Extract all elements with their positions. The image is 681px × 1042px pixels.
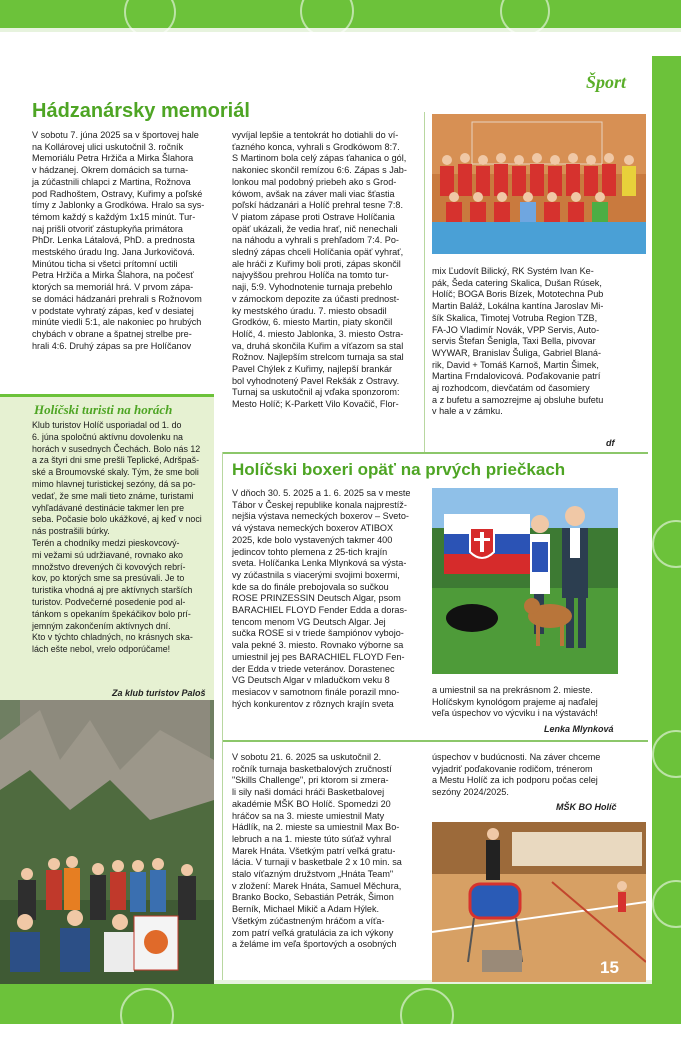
column-divider [222,740,223,980]
page-number: 15 [600,958,619,977]
handball-team-photo [432,114,646,254]
section-divider [222,740,648,742]
column-divider [222,452,223,740]
article-signature: df [606,438,615,448]
article-title: Hádzanársky memoriál [32,100,250,122]
sidebar-top-rule [0,394,214,397]
boxer-dog-show-photo [432,488,618,674]
article-title: Holíčski boxeri opäť na prvých priečkach [232,460,566,479]
football-watermark-icon [400,988,454,1042]
bottom-green-band [0,984,681,1024]
article-text: úspechov v budúcnosti. Na záver chceme vyjadriť poďakovanie rodičom, trénerom a Mestu Holíč za ich podporu počas celej sezóny 2024/2025. [432,752,601,798]
article-signature: MŠK BO Holíč [556,802,617,812]
football-watermark-icon [300,0,354,38]
sidebar-title: Holíčski turisti na horách [34,402,173,417]
section-divider [222,452,648,454]
tourists-group-photo [0,700,214,984]
article-signature: Lenka Mlynková [544,724,614,734]
article-text: V sobotu 21. 6. 2025 sa uskutočnil 2. ročník turnaja basketbalových zručností "Skills Challenge", pri ktorom si zmera- li sily naši domáci hráči Basketbalovej akadémie MŠK BO Holíč. Spomedzi 20 hráčov sa na 3. mieste umiestnil Maty Hádlík, na 2. mieste sa umiestnil Max Bo- lebruch a na 1. mieste túto súťaž vyhral Marek Hnáta. Všetkým patrí veľká gratu- lácia. V turnaji v basketbale 2 x 10 min. sa stalo víťazným družstvom „Hnáta Team" v zložení: Marek Hnáta, Samuel Měchura, Branko Bocko, Sebastián Petrák, Šimon Berník, Michael Mikič a Adam Hýlek. Všetkým zúčastneným hráčom a víťa- zom patrí veľká gratulácia za ich výkony a želáme im veľa športových a osobných [232,752,402,950]
article-text: vyvíjal lepšie a tentokrát ho dotiahli do ví- ťazného konca, vyhrali s Grodkówom 8:7. S Martinom bola celý zápas ťahanica o gól, nakoniec skončil remízou 6:6. Zápas s Jab- lonkou mal podobný priebeh ako s Grod- kówom, avšak na záver mali viac šťastia poľskí hádzanári a Holíč prehral tesne 7:8. V piatom zápase proti Ostrave Holíčania opäť ukázali, že vedia hrať, nič nenechali na náhodu a vyhrali s prehľadom 7:4. Po- sledný zápas chceli Holíčania opäť vyhrať, ale hráči z Kuřimy boli proti, zápas skončil najvyššou prehrou Holíča na tomto tur- naji, 5:9. Vyhodnotenie turnaja prebehlo v zámockom depozite za účasti prednost- ky mestského úradu. 7. miesto obsadil Grodków, 6. miesto Martin, piaty skončil Holíč, 4. miesto Jablonka, 3. miesto Ostra- va, druhá skončila Kuřim a víťazom sa stal Rožnov. Najlepším strelcom turnaja sa stal Pavel Chýlek z Kuřimy, najlepší brankár bol vyhodnotený Pavel Rekšák z Ostravy. Turnaj sa uskutočnil aj vďaka sponzorom: Mesto Holíč; K-Parkett Vilo Kovačič, Flor- [232,130,407,410]
article-text: V sobotu 7. júna 2025 sa v športovej hale na Kollárovej ulici uskutočnil 3. ročník Memoriálu Petra Hržiča a Mirka Šlahora v hádzanej. Okrem domácich sa turna- ja zúčastnili chlapci z Martina, Rožnova pod Radhoštem, Ostravy, Kuřimy a poľské tímy z Jablonky a Grodkówa. Hralo sa sys- témom každý s každým 1x15 minút. Tur- naj prišli otvoriť zástupkyňa primátora PhDr. Lenka Látalová, PhD. a prednosta mestského úradu Ing. Jana Jurkovičová. Minútou ticha si všetci prítomní uctili Petra Hržiča a Mirka Šlahora, na počesť ktorých sa memoriál hrá. V prvom zápa- se domáci hádzanári prehrali s Rožnovom v podstate vyhratý zápas, keď v desiatej minúte viedli 5:1, ale nakoniec po hrubých chybách v obrane a špatnej strelbe pre- hrali 4:6. Druhý zápas sa pre Holíčanov [32,130,205,351]
column-divider [424,112,425,452]
article-text: mix Ľudovít Bilický, RK Systém Ivan Ke- pák, Šeda catering Skalica, Dušan Rúsek, Holíč; BOGA Boris Bízek, Mototechna Pub Martin Baláž, Lokálna kantína Jaroslav Mi- šík Skalica, Timotej Votruba Region TZB, FA-JO Vladimír Novák, VPP Servis, Auto- servis Štefan Šenigla, Taxi Bella, pivovar WYWAR, Branislav Šuliga, Gabriel Blaná- rik, David + Tomáš Karnoš, Martin Šimek, Martina Frndalovicová. Poďakovanie patrí aj rozhodcom, dievčatám od časomiery a z bufetu a samozrejme aj obsluhe bufetu v hale a v zámku. [432,266,604,417]
sidebar-text: Klub turistov Holíč usporiadal od 1. do 6. júna spoločnú aktívnu dovolenku na horách v susednych Čechách. Bolo nás 12 a za štyri dni sme prešli Teplické, Adršpaš- ské a Broumovské skaly. Tým, že sme boli mimo hlavnej turistickej sezóny, dá sa po- vedať, že sme mali tieto známe, turistami vyhľadávané destinácie takmer len pre seba. Počasie bolo ukážkové, aj keď v noci nás postrašili búrky. Terén a chodníky medzi pieskovcový- mi vežami sú udržiavané, rovnako ako množstvo drevených či kovových rebrí- kov, po ktorých sme sa presúvali. Je to turistika vhodná aj pre aktívnych starších turistov. Podvečerné posedenie pod al- tánkom s opekaním špekáčikov bolo prí- jemným zakončením aktívnych dní. Kto v týchto chladných, no krásnych ska- lách ešte nebol, vrelo odporúčame! [32,420,202,655]
article-text: a umiestnil sa na prekrásnom 2. mieste. Holíčskym kynológom prajeme aj naďalej veľa úspechov vo výcviku i na výstavách! [432,685,598,719]
sidebar-signature: Za klub turistov Paloš [112,688,206,698]
article-text: V dňoch 30. 5. 2025 a 1. 6. 2025 sa v meste Tábor v Českej republike konala najprestíž- nejšia výstava nemeckých boxerov – Sveto- vá výstava nemeckých boxerov ATIBOX 2025, kde bolo vystavených takmer 400 jedincov tohto plemena z 25-tich krajín sveta. Holíčanka Lenka Mlynková sa výsta- vy zúčastnila s viacerými svojimi boxermi, kde sa do finále prebojovala so sučkou ROSE PRINZESSIN Deutsch Algar, psom BARACHIEL FLOYD Fender Edda a doras- tencom menom VG Deutsch Algar. Jej sučka ROSE si v triede šampiónov vybojo- vala pekné 3. miesto. Rovnako výborne sa umiestnil jej pes BARACHIEL FLOYD Fen- der Edda v triede veteránov. Dorastenec VG Deutsch Algar v mladučkom veku 8 mesiacov v samotnom finále porazil mno- hých konkurentov z rôznych krajín sveta [232,488,411,709]
football-watermark-icon [120,988,174,1042]
football-watermark-icon [124,0,176,38]
section-label: Šport [586,72,627,92]
